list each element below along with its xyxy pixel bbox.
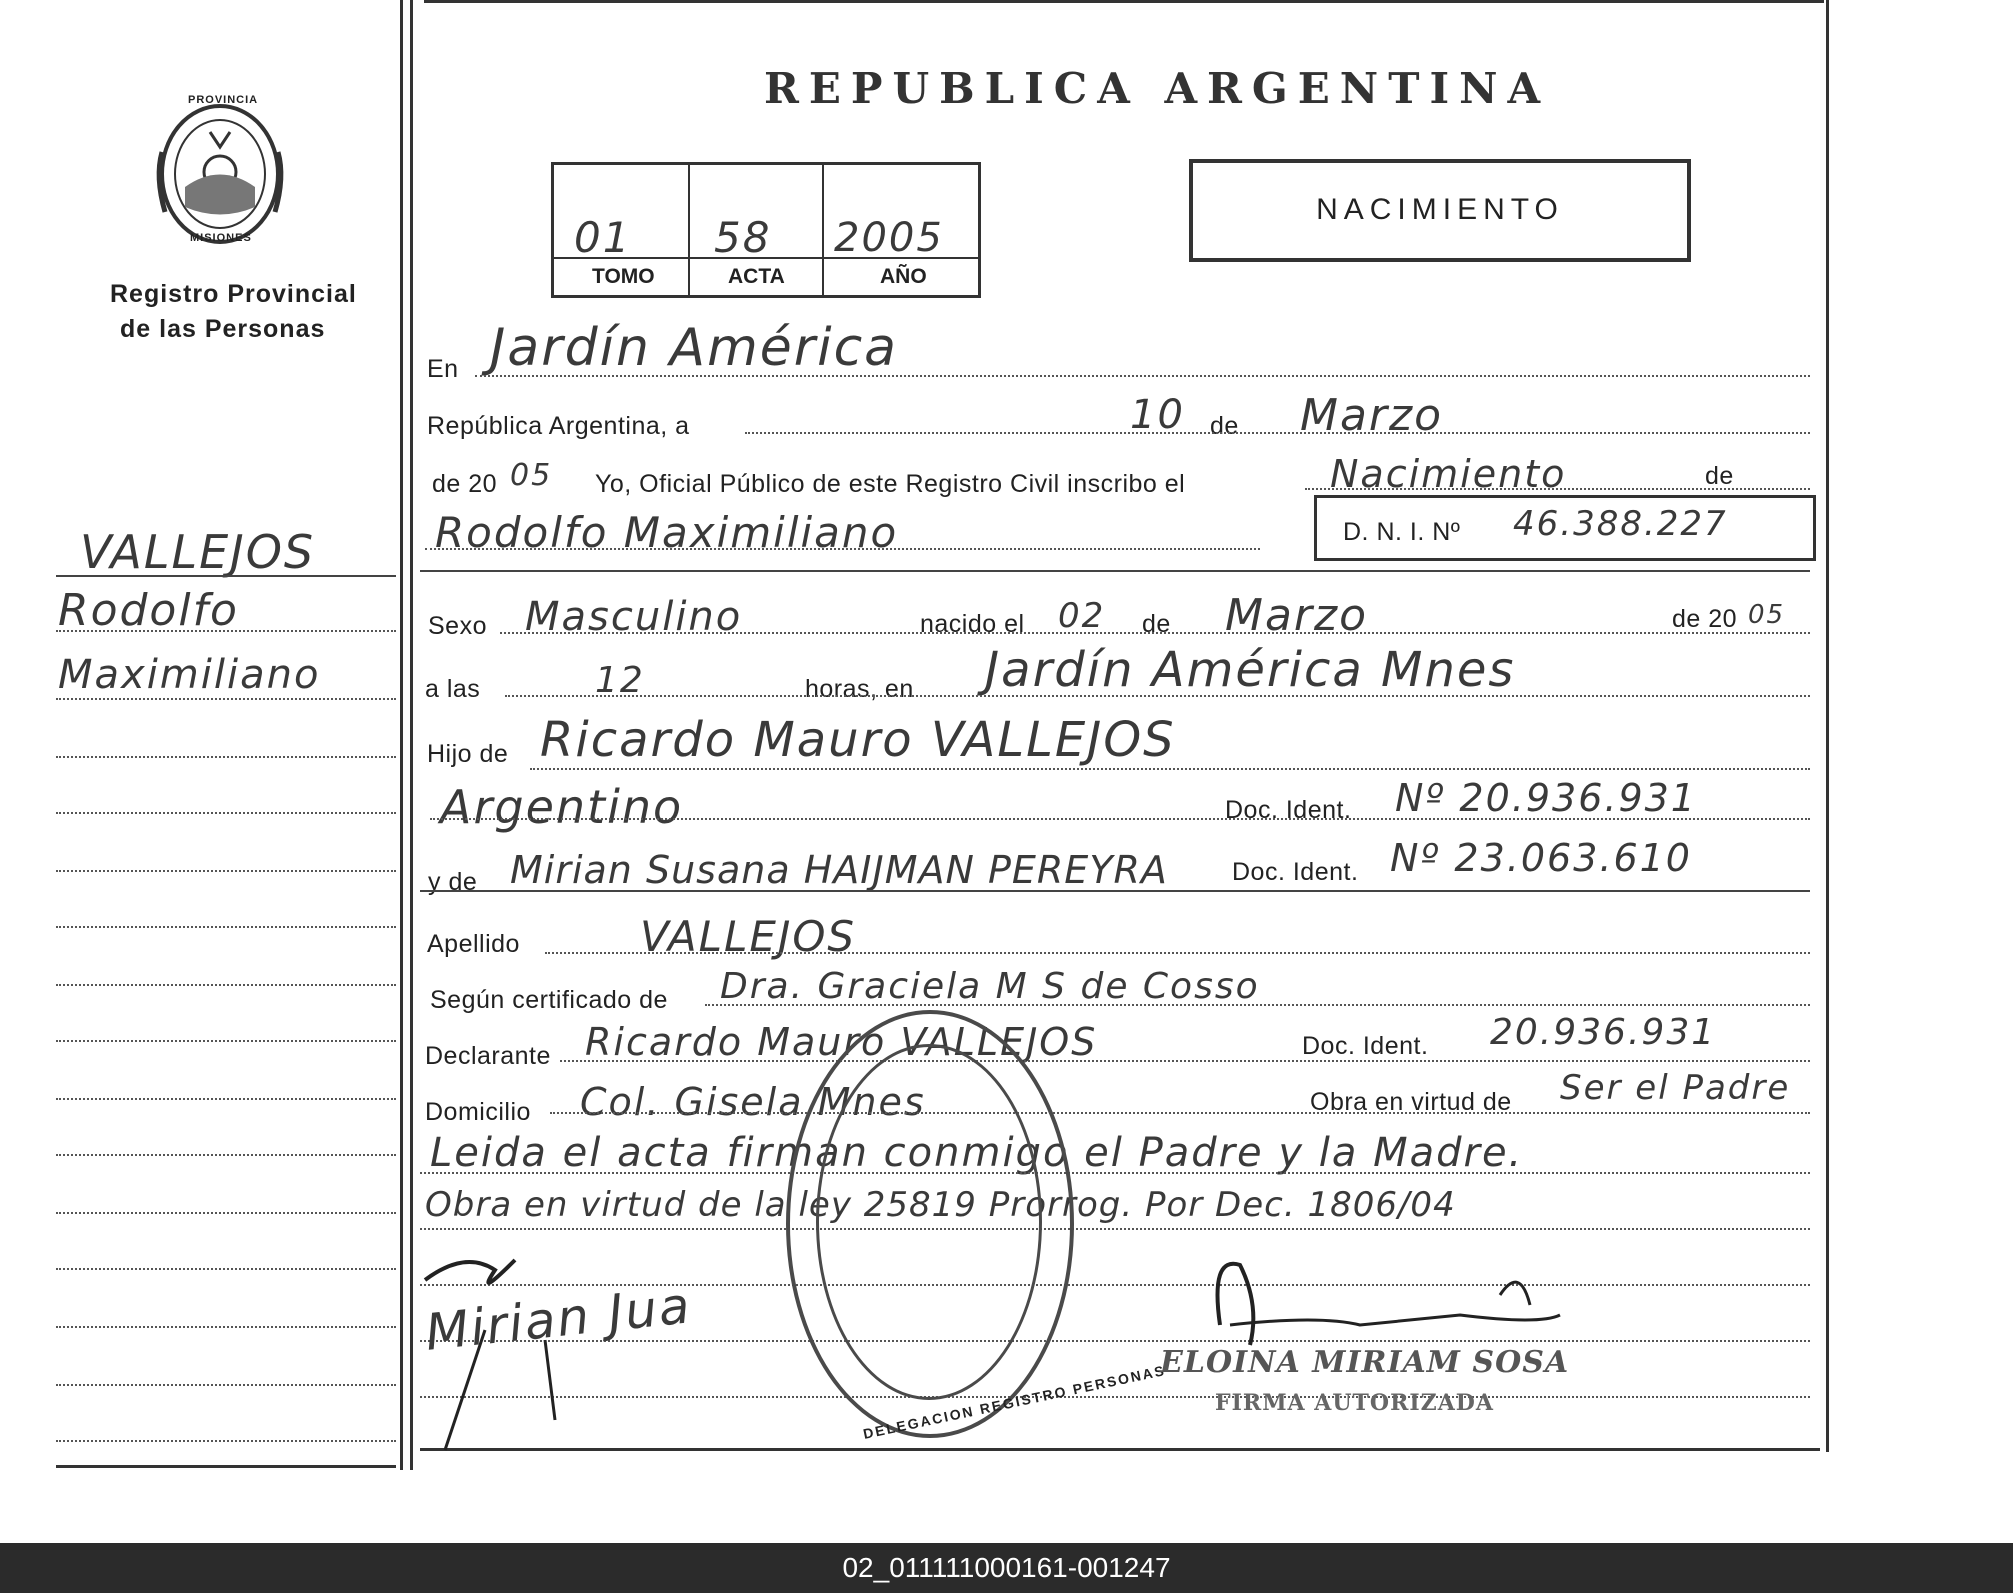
- republica-label: República Argentina, a: [427, 412, 690, 440]
- year-suffix-value: 05: [510, 458, 553, 493]
- birth-year-prefix: de 20: [1672, 605, 1738, 633]
- left-column-border: [400, 0, 403, 1470]
- day-value: 10: [1130, 392, 1185, 438]
- alas-label: a las: [425, 675, 481, 703]
- note-line-2: Obra en virtud de la ley 25819 Prorrog. Por Dec. 1806/04: [425, 1185, 1456, 1225]
- tomo-label: TOMO: [592, 265, 655, 288]
- anio-label: AÑO: [880, 265, 927, 288]
- apellido-value: VALLEJOS: [640, 912, 857, 961]
- en-label: En: [427, 355, 459, 383]
- record-type-label: NACIMIENTO: [1316, 193, 1564, 226]
- document-id-footer: 02_011111000161-001247: [0, 1543, 2013, 1593]
- margin-name1: Rodolfo: [58, 585, 239, 636]
- country-title: REPUBLICA ARGENTINA: [764, 64, 1551, 113]
- declarante-value: Ricardo Mauro VALLEJOS: [585, 1020, 1098, 1064]
- sexo-value: Masculino: [525, 594, 743, 640]
- main-right-border: [1826, 0, 1829, 1452]
- dni-value: 46.388.227: [1513, 504, 1728, 544]
- act-type-value: Nacimiento: [1330, 452, 1567, 496]
- father-nationality-value: Argentino: [440, 780, 684, 834]
- registry-name-line2: de las Personas: [120, 315, 326, 343]
- birth-day-value: 02: [1058, 596, 1106, 636]
- obra-value: Ser el Padre: [1560, 1068, 1791, 1108]
- bottom-border: [420, 1448, 1820, 1451]
- provincial-emblem: [150, 92, 290, 252]
- declarante-label: Declarante: [425, 1042, 551, 1070]
- birth-year-suffix: 05: [1748, 600, 1786, 630]
- nacido-label: nacido el: [920, 610, 1025, 638]
- record-number-table: [551, 162, 981, 298]
- father-name-value: Ricardo Mauro VALLEJOS: [540, 712, 1176, 768]
- acta-label: ACTA: [728, 265, 785, 288]
- registry-name-line1: Registro Provincial: [110, 280, 357, 308]
- anio-value: 2005: [834, 215, 944, 261]
- doc-ident-label-1: Doc. Ident.: [1225, 796, 1352, 824]
- official-seal: [786, 1010, 1168, 1442]
- mother-name-value: Mirian Susana HAIJMAN PEREYRA: [510, 848, 1168, 892]
- dni-label: D. N. I. Nº: [1343, 518, 1461, 546]
- acta-value: 58: [714, 213, 772, 262]
- emblem-text-top: PROVINCIA: [188, 94, 259, 106]
- doc-ident-label-3: Doc. Ident.: [1302, 1032, 1429, 1060]
- place-value: Jardín América: [490, 318, 899, 378]
- yde-label: y de: [428, 868, 478, 896]
- mother-doc-value: Nº 23.063.610: [1390, 836, 1692, 880]
- doc-ident-label-2: Doc. Ident.: [1232, 858, 1359, 886]
- apellido-label: Apellido: [427, 930, 520, 958]
- left-bottom-border: [56, 1465, 396, 1468]
- year-prefix-label: de 20: [432, 470, 498, 498]
- record-type-box: [1189, 159, 1691, 262]
- left-signature-scribble: [405, 1240, 605, 1465]
- official-role-stamp: FIRMA AUTORIZADA: [1215, 1390, 1494, 1416]
- declarante-doc-value: 20.936.931: [1490, 1012, 1717, 1053]
- horas-label: horas, en: [805, 675, 914, 703]
- left-signature: Mirian Jua: [422, 1276, 695, 1362]
- hour-value: 12: [595, 660, 645, 701]
- father-doc-value: Nº 20.936.931: [1395, 776, 1697, 820]
- certificate-value: Dra. Graciela M S de Cosso: [720, 966, 1260, 1007]
- seal-text: DELEGACION REGISTRO PERSONAS: [861, 1362, 1168, 1442]
- sexo-label: Sexo: [428, 612, 487, 640]
- domicilio-label: Domicilio: [425, 1098, 531, 1126]
- de-label-2: de: [1705, 462, 1734, 490]
- tomo-value: 01: [574, 213, 632, 262]
- child-name-value: Rodolfo Maximiliano: [435, 508, 899, 557]
- birth-month-value: Marzo: [1225, 590, 1369, 641]
- domicilio-value: Col. Gisela Mnes: [580, 1080, 926, 1124]
- hijo-label: Hijo de: [427, 740, 509, 768]
- birth-place-value: Jardín América Mnes: [985, 642, 1516, 698]
- statement-label: Yo, Oficial Público de este Registro Civil inscribo el: [595, 470, 1186, 498]
- obra-label: Obra en virtud de: [1310, 1088, 1512, 1116]
- emblem-text-bottom: MISIONES: [190, 232, 252, 244]
- margin-surname: VALLEJOS: [80, 525, 316, 579]
- de-label-1: de: [1210, 412, 1239, 440]
- month-value: Marzo: [1300, 390, 1444, 441]
- dni-box: [1314, 495, 1816, 561]
- official-name-stamp: ELOINA MIRIAM SOSA: [1160, 1345, 1570, 1380]
- margin-name2: Maximiliano: [58, 652, 321, 698]
- note-line-1: Leida el acta firman conmigo el Padre y la Madre.: [430, 1130, 1524, 1176]
- de-label-3: de: [1142, 610, 1171, 638]
- segun-label: Según certificado de: [430, 986, 668, 1014]
- top-border: [424, 0, 1824, 3]
